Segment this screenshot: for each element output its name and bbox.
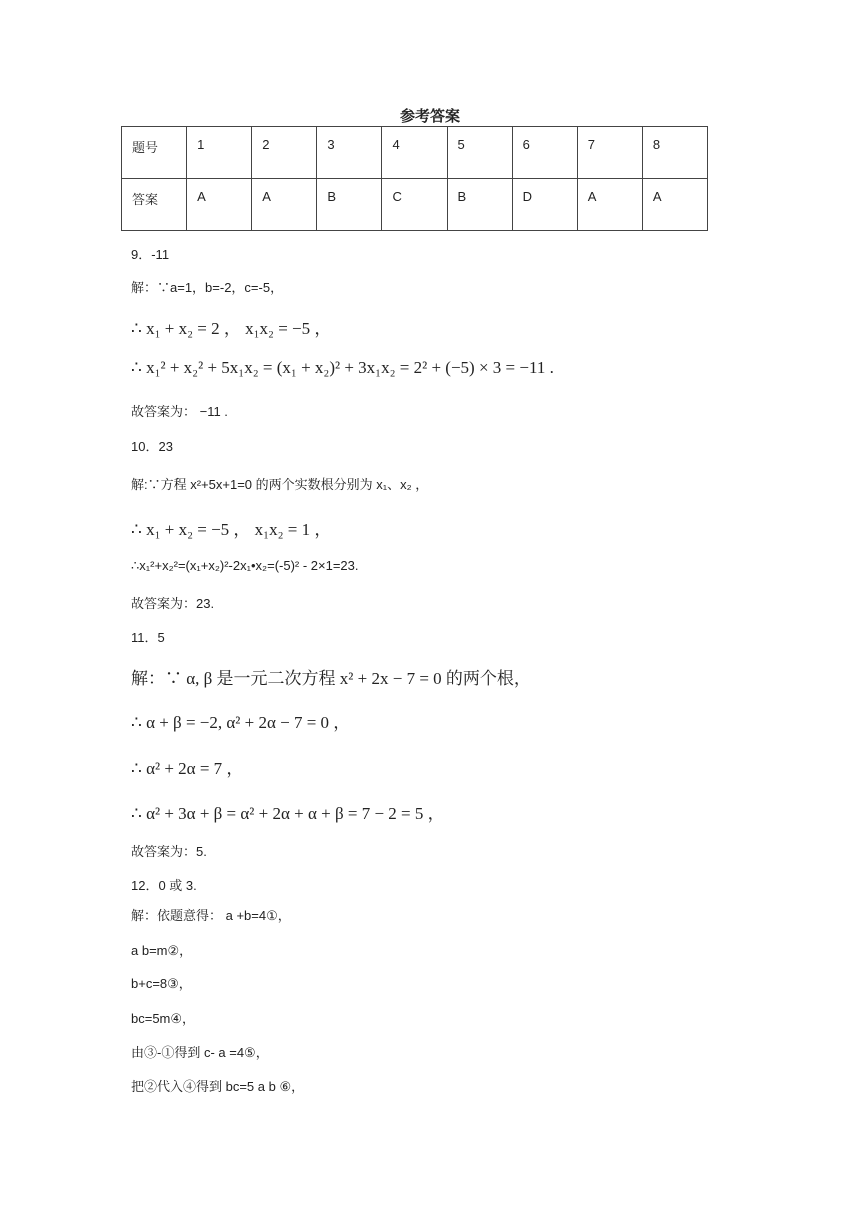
solution-line: 解：∵a=1，b=-2，c=-5，: [131, 280, 284, 295]
table-row: [122, 127, 708, 179]
table-cell: 6: [512, 127, 577, 179]
page-title: 参考答案: [399, 107, 460, 125]
table-cell: 5: [447, 127, 512, 179]
answer-table: [121, 126, 708, 231]
answer-heading: 9．-11: [131, 247, 170, 262]
table-cell: 1: [187, 127, 252, 179]
answer-line: 故答案为：23.: [131, 596, 215, 611]
equation-line: b+c=8③，: [131, 976, 192, 991]
answer-heading: 12．0 或 3.: [131, 878, 197, 893]
formula-line: ∴ x₁ + x₂ = −5 ， x₁x₂ = 1 ，: [131, 520, 332, 539]
table-cell: 2: [252, 127, 317, 179]
table-cell: 7: [577, 127, 642, 179]
table-cell: A: [642, 179, 707, 231]
equation-line: 把②代入④得到 bc=5 a b ⑥，: [131, 1079, 305, 1094]
table-cell: C: [382, 179, 447, 231]
solution-line: 解:∵方程 x²+5x+1=0 的两个实数根分别为 x₁、x₂ ，: [131, 477, 429, 492]
formula-line: ∴ α + β = −2, α² + 2α − 7 = 0 ，: [131, 713, 351, 732]
answer-line: 故答案为： −11 .: [131, 404, 228, 419]
table-cell: 3: [317, 127, 382, 179]
table-row: [122, 179, 708, 231]
table-cell: A: [577, 179, 642, 231]
table-cell: 题号: [122, 127, 187, 179]
formula-line: ∴ α² + 2α = 7 ，: [131, 759, 244, 778]
equation-line: bc=5m④，: [131, 1011, 196, 1026]
table-cell: A: [252, 179, 317, 231]
equation-line: a b=m②，: [131, 943, 193, 958]
formula-line: ∴x₁²+x₂²=(x₁+x₂)²-2x₁•x₂=(-5)² - 2×1=23.: [131, 558, 359, 573]
table-cell: 4: [382, 127, 447, 179]
answer-heading: 10．23: [131, 439, 173, 454]
formula-line: ∴ α² + 3α + β = α² + 2α + α + β = 7 − 2 = 5 ，: [131, 804, 445, 823]
table-cell: A: [187, 179, 252, 231]
equation-line: 由③-①得到 c- a =4⑤，: [131, 1045, 269, 1060]
solution-line: 解：依题意得： a +b=4①，: [131, 908, 291, 923]
formula-line: ∴ x₁² + x₂² + 5x₁x₂ = (x₁ + x₂)² + 3x₁x₂ = 2² + (−5) × 3 = −11 .: [131, 358, 554, 377]
formula-line: ∴ x₁ + x₂ = 2 ， x₁x₂ = −5 ，: [131, 319, 332, 338]
table-cell: B: [447, 179, 512, 231]
answer-heading: 11．5: [131, 630, 165, 645]
solution-line: 解：∵ α, β 是一元二次方程 x² + 2x − 7 = 0 的两个根，: [131, 669, 531, 688]
answer-line: 故答案为：5.: [131, 844, 207, 859]
table-cell: 答案: [122, 179, 187, 231]
table-cell: 8: [642, 127, 707, 179]
table-cell: B: [317, 179, 382, 231]
table-cell: D: [512, 179, 577, 231]
